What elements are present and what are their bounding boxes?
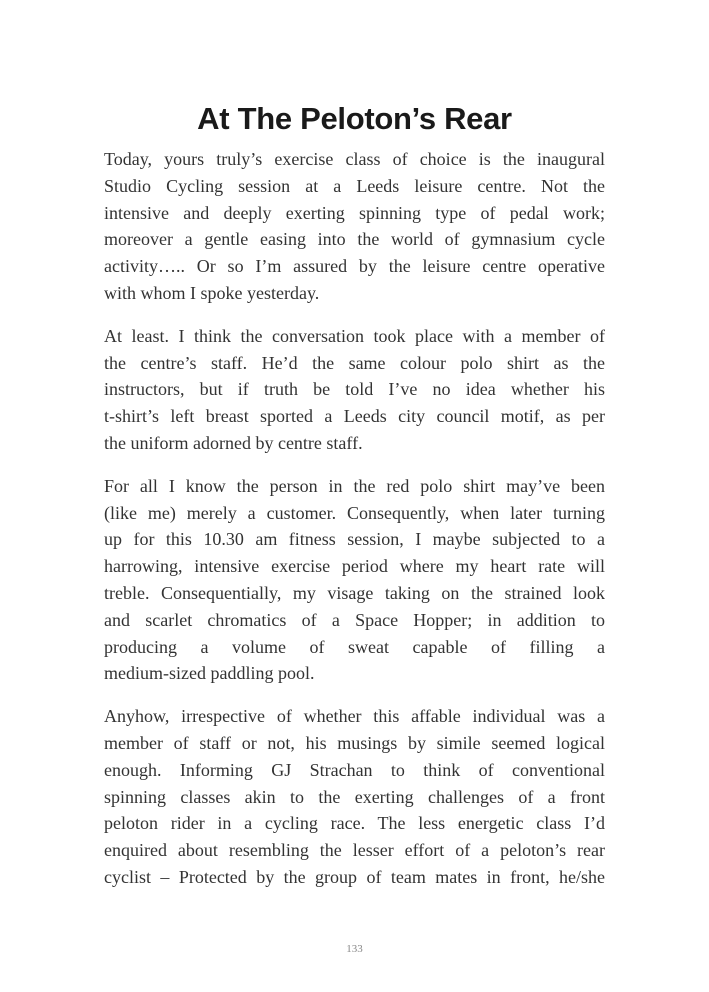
page-number: 133 (346, 943, 363, 955)
text-line: the centre’s staff. He’d the same colour polo shirt as the (104, 352, 605, 373)
text-line: moreover a gentle easing into the world of gymnasium cycle (104, 229, 605, 250)
text-line: peloton rider in a cycling race. The less energetic class I’d (104, 813, 605, 834)
text-line: instructors, but if truth be told I’ve no idea whether his (104, 379, 605, 400)
paragraph (104, 323, 605, 457)
text-line: Anyhow, irrespective of whether this affable individual was a (104, 706, 605, 727)
text-line: producing a volume of sweat capable of filling a (104, 636, 605, 657)
text-line: Today, yours truly’s exercise class of choice is the inaugural (104, 149, 605, 169)
text-line: harrowing, intensive exercise period where my heart rate will (104, 556, 605, 577)
chapter-title: At The Peloton’s Rear (197, 100, 512, 136)
text-line: (like me) merely a customer. Consequently, when later turning (104, 502, 605, 523)
text-line: Studio Cycling session at a Leeds leisure centre. Not the (104, 175, 605, 196)
text-line: treble. Consequentially, my visage taking on the strained look (104, 582, 605, 603)
text-line: For all I know the person in the red polo shirt may’ve been (104, 475, 605, 496)
text-line: up for this 10.30 am fitness session, I maybe subjected to a (104, 529, 605, 550)
text-line: activity….. Or so I’m assured by the leisure centre operative (104, 256, 605, 277)
text-line: cyclist – Protected by the group of team mates in front, he/she (104, 866, 605, 887)
text-line: At least. I think the conversation took place with a member of (104, 325, 605, 346)
text-line: t-shirt’s left breast sported a Leeds city council motif, as per (104, 406, 605, 427)
paragraph (104, 473, 605, 687)
text-line: spinning classes akin to the exerting challenges of a front (104, 786, 605, 807)
body-text (104, 146, 605, 907)
text-line: member of staff or not, his musings by simile seemed logical (104, 732, 605, 753)
text-line: enough. Informing GJ Strachan to think of conventional (104, 759, 605, 780)
text-line: the uniform adorned by centre staff. (104, 432, 363, 453)
text-line: medium-sized paddling pool. (104, 663, 315, 684)
paragraph (104, 146, 605, 307)
text-line: enquired about resembling the lesser effort of a peloton’s rear (104, 840, 605, 861)
text-line: and scarlet chromatics of a Space Hopper; in addition to (104, 609, 605, 630)
text-line: intensive and deeply exerting spinning type of pedal work; (104, 202, 605, 223)
paragraph (104, 703, 605, 891)
text-line: with whom I spoke yesterday. (104, 282, 320, 303)
